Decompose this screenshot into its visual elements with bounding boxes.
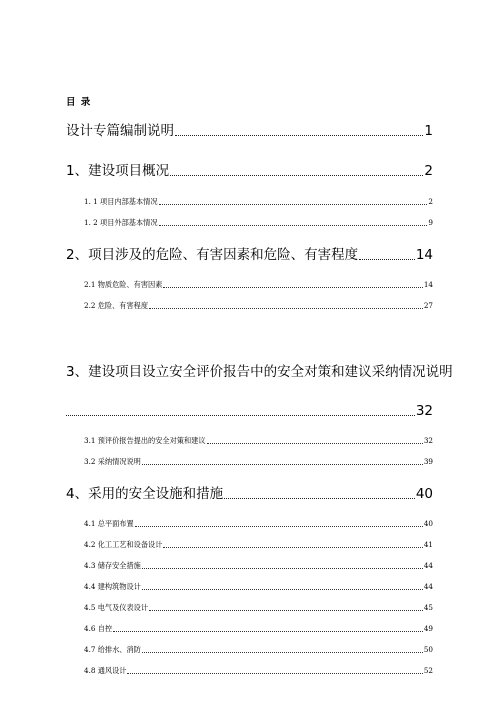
toc-entry-page: 45 — [423, 603, 433, 612]
toc-entry-label: 4.5 电气及仪表设计 — [84, 603, 149, 612]
toc-entry-page: 40 — [423, 519, 433, 528]
toc-entry-page: 14 — [415, 247, 433, 263]
dot-leader — [113, 631, 423, 632]
toc-entry-page: 49 — [423, 624, 433, 633]
toc-entry-3-2[interactable] — [84, 457, 433, 467]
dot-leader — [135, 526, 423, 527]
toc-entry-label: 3.2 采纳情况说明 — [84, 457, 141, 466]
toc-entry-page: 44 — [423, 561, 433, 570]
toc-entry-section-1[interactable] — [66, 162, 433, 180]
toc-entry-label: 2.2 危险、有害程度 — [84, 301, 149, 310]
toc-entry-label: 4.4 建构筑物设计 — [84, 582, 141, 591]
toc-entry-section-3-label[interactable]: 3、建设项目设立安全评价报告中的安全对策和建议采纳情况说明 — [66, 364, 453, 380]
toc-entry-page: 2 — [428, 197, 433, 206]
dot-leader — [127, 673, 422, 674]
toc-entry-4-7[interactable] — [84, 645, 433, 655]
toc-entry-page: 2 — [424, 163, 433, 179]
toc-entry-section-2[interactable] — [66, 246, 433, 264]
toc-entry-label: 4.8 通风设计 — [84, 666, 127, 675]
toc-entry-4-6[interactable] — [84, 624, 433, 634]
toc-entry-page: 32 — [423, 436, 433, 445]
toc-entry-design-notes[interactable] — [66, 122, 433, 140]
toc-entry-page: 39 — [423, 457, 433, 466]
dot-leader — [170, 175, 423, 176]
toc-entry-4-3[interactable] — [84, 561, 433, 571]
toc-entry-4-4[interactable] — [84, 582, 433, 592]
toc-entry-1-1[interactable] — [84, 197, 433, 207]
toc-entry-label: 2、项目涉及的危险、有害因素和危险、有害程度 — [66, 247, 359, 263]
toc-entry-page: 40 — [415, 486, 433, 502]
toc-entry-page: 1 — [424, 123, 433, 139]
toc-entry-page: 52 — [423, 666, 433, 675]
dot-leader — [149, 610, 423, 611]
dot-leader — [142, 464, 423, 465]
toc-entry-3-1[interactable] — [84, 436, 433, 446]
toc-entry-page: 44 — [423, 582, 433, 591]
toc-entry-label: 1. 1 项目内部基本情况 — [84, 197, 158, 206]
toc-entry-page: 41 — [423, 540, 433, 549]
dot-leader — [207, 443, 423, 444]
toc-entry-label: 设计专篇编制说明 — [66, 123, 174, 139]
toc-entry-page: 14 — [423, 280, 433, 289]
toc-entry-page: 32 — [415, 403, 433, 419]
toc-entry-page: 27 — [423, 301, 433, 310]
toc-entry-4-2[interactable] — [84, 540, 433, 550]
toc-title: 目 录 — [66, 97, 92, 108]
dot-leader — [224, 498, 415, 499]
toc-entry-label: 2.1 物质危险、有害因素 — [84, 280, 163, 289]
toc-entry-4-5[interactable] — [84, 603, 433, 613]
toc-entry-1-2[interactable] — [84, 218, 433, 228]
dot-leader — [142, 568, 423, 569]
toc-entry-label: 1、建设项目概况 — [66, 163, 170, 179]
toc-entry-label: 4.3 储存安全措施 — [84, 561, 141, 570]
dot-leader — [163, 287, 422, 288]
dot-leader — [142, 589, 423, 590]
toc-entry-label: 4、采用的安全设施和措施 — [66, 486, 224, 502]
toc-entry-label: 4.7 给排水、消防 — [84, 645, 141, 654]
dot-leader — [175, 135, 423, 136]
toc-entry-2-2[interactable] — [84, 301, 433, 311]
dot-leader — [149, 308, 423, 309]
toc-entry-label: 3.1 预评价报告提出的安全对策和建议 — [84, 436, 206, 445]
toc-entry-label: 1. 2 项目外部基本情况 — [84, 218, 158, 227]
dot-leader — [359, 259, 415, 260]
toc-entry-page: 50 — [423, 645, 433, 654]
dot-leader — [159, 204, 428, 205]
toc-entry-2-1[interactable] — [84, 280, 433, 290]
dot-leader — [163, 547, 422, 548]
toc-entry-page: 9 — [428, 218, 433, 227]
toc-entry-label: 4.6 自控 — [84, 624, 113, 633]
dot-leader — [66, 415, 415, 416]
toc-entry-4-8[interactable] — [84, 666, 433, 676]
toc-entry-label: 4.2 化工工艺和设备设计 — [84, 540, 163, 549]
dot-leader — [159, 225, 428, 226]
toc-entry-section-3[interactable] — [66, 402, 433, 420]
dot-leader — [142, 652, 423, 653]
toc-entry-4-1[interactable] — [84, 519, 433, 529]
toc-entry-label: 4.1 总平面布置 — [84, 519, 134, 528]
toc-entry-section-4[interactable] — [66, 485, 433, 503]
